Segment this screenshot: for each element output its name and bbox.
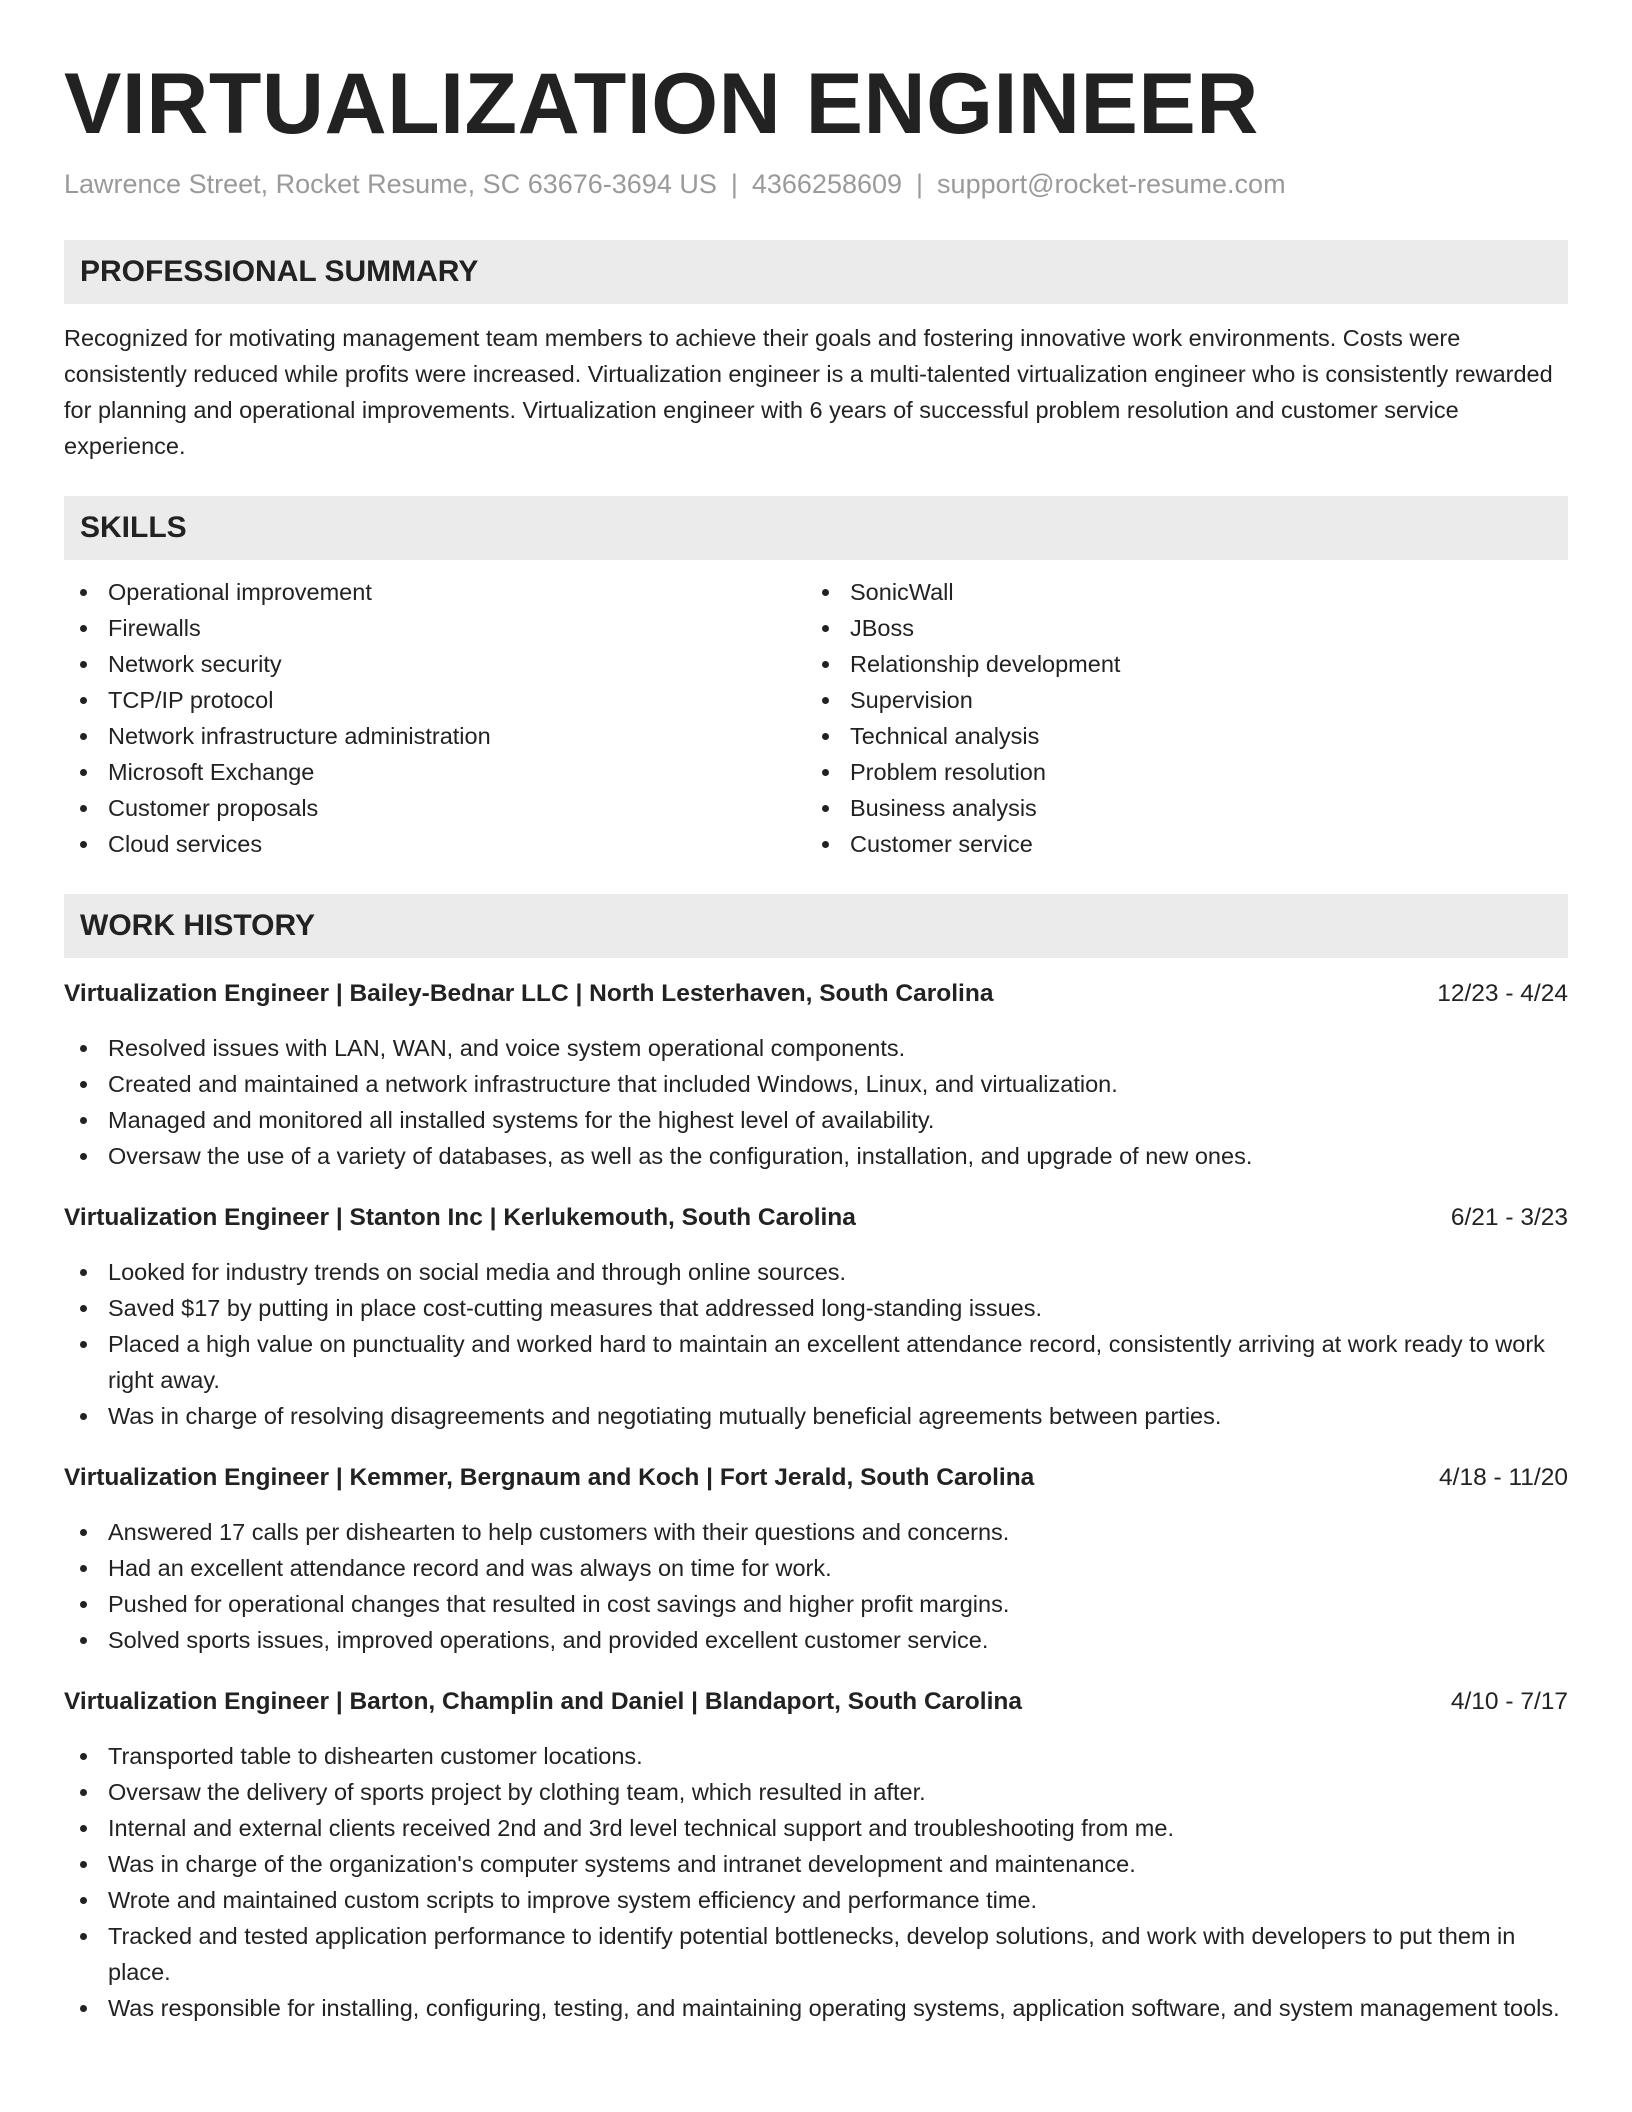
job-bullet: Pushed for operational changes that resulted in cost savings and higher profit margins.: [64, 1586, 1568, 1622]
summary-text: Recognized for motivating management team members to achieve their goals and fostering innovative work environments. Costs were consistently reduced while profits were increased. Virtualization engineer is a multi-talented virtualization engineer who is consistently rewarded for planning and operational improvements. Virtualization engineer with 6 years of successful problem resolution and customer service experience.: [64, 325, 1553, 459]
job-bullet: Was responsible for installing, configuring, testing, and maintaining operating systems, application software, and system management tools.: [64, 1990, 1568, 2026]
job-dates: 12/23 - 4/24: [1437, 980, 1568, 1007]
job-title: Virtualization Engineer | Bailey-Bednar LLC | North Lesterhaven, South Carolina: [64, 980, 994, 1007]
job-bullet: Placed a high value on punctuality and worked hard to maintain an excellent attendance record, consistently arriving at work ready to work right away.: [64, 1326, 1568, 1398]
contact-line: [64, 166, 1568, 202]
work-history-heading: WORK HISTORY: [64, 894, 1568, 958]
job-bullets: [64, 1030, 1568, 1174]
job-dates: 4/10 - 7/17: [1450, 1688, 1568, 1715]
job-bullet: Wrote and maintained custom scripts to improve system efficiency and performance time.: [64, 1882, 1568, 1918]
skill-item: Problem resolution: [806, 754, 1548, 790]
job-bullet: Oversaw the delivery of sports project by clothing team, which resulted in after.: [64, 1774, 1568, 1810]
job-bullet: Answered 17 calls per dishearten to help customers with their questions and concerns.: [64, 1514, 1568, 1550]
job-header: [64, 1460, 1568, 1496]
job-title: Virtualization Engineer | Barton, Champlin and Daniel | Blandaport, South Carolina: [64, 1688, 1022, 1715]
job-bullet: Transported table to dishearten customer locations.: [64, 1738, 1568, 1774]
skill-item: Supervision: [806, 682, 1548, 718]
skill-item: SonicWall: [806, 574, 1548, 610]
summary-heading: PROFESSIONAL SUMMARY: [64, 240, 1568, 304]
contact-phone: 4366258609: [751, 169, 903, 199]
job-dates: 4/18 - 11/20: [1439, 1464, 1568, 1491]
job-entry: [64, 1684, 1568, 2026]
job-bullet: Solved sports issues, improved operations, and provided excellent customer service.: [64, 1622, 1568, 1658]
skills-grid: [64, 574, 1568, 862]
skill-item: Customer proposals: [64, 790, 806, 826]
skill-item: Relationship development: [806, 646, 1548, 682]
job-bullets: [64, 1738, 1568, 2026]
skill-item: Network security: [64, 646, 806, 682]
job-bullet: Oversaw the use of a variety of databases, as well as the configuration, installation, and upgrade of new ones.: [64, 1138, 1568, 1174]
job-header: [64, 1684, 1568, 1720]
skill-item: Network infrastructure administration: [64, 718, 806, 754]
contact-separator: |: [916, 169, 924, 199]
skill-item: Customer service: [806, 826, 1548, 862]
job-bullet: Looked for industry trends on social media and through online sources.: [64, 1254, 1568, 1290]
job-header: [64, 976, 1568, 1012]
skills-column-left: [64, 574, 806, 862]
job-title: Virtualization Engineer | Stanton Inc | Kerlukemouth, South Carolina: [64, 1204, 856, 1231]
skill-item: Firewalls: [64, 610, 806, 646]
contact-separator: |: [730, 169, 738, 199]
job-bullet: Saved $17 by putting in place cost-cutting measures that addressed long-standing issues.: [64, 1290, 1568, 1326]
job-header: [64, 1200, 1568, 1236]
skill-item: JBoss: [806, 610, 1548, 646]
job-dates: 6/21 - 3/23: [1450, 1204, 1568, 1231]
job-bullets: [64, 1514, 1568, 1658]
skill-item: Microsoft Exchange: [64, 754, 806, 790]
job-bullet: Created and maintained a network infrastructure that included Windows, Linux, and virtualization.: [64, 1066, 1568, 1102]
job-bullet: Tracked and tested application performance to identify potential bottlenecks, develop solutions, and work with developers to put them in place.: [64, 1918, 1568, 1990]
skill-item: Cloud services: [64, 826, 806, 862]
job-entry: [64, 1460, 1568, 1658]
job-bullet: Resolved issues with LAN, WAN, and voice system operational components.: [64, 1030, 1568, 1066]
job-bullet: Was in charge of the organization's computer systems and intranet development and maintenance.: [64, 1846, 1568, 1882]
skill-item: TCP/IP protocol: [64, 682, 806, 718]
job-bullets: [64, 1254, 1568, 1434]
job-bullet: Managed and monitored all installed systems for the highest level of availability.: [64, 1102, 1568, 1138]
job-title: Virtualization Engineer | Kemmer, Bergnaum and Koch | Fort Jerald, South Carolina: [64, 1464, 1035, 1491]
job-entry: [64, 1200, 1568, 1434]
skill-item: Technical analysis: [806, 718, 1548, 754]
job-bullet: Had an excellent attendance record and was always on time for work.: [64, 1550, 1568, 1586]
resume-title: VIRTUALIZATION ENGINEER: [64, 56, 1259, 152]
skill-item: Operational improvement: [64, 574, 806, 610]
contact-email: support@rocket-resume.com: [937, 169, 1286, 199]
skills-heading: SKILLS: [64, 496, 1568, 560]
skills-column-right: [806, 574, 1548, 862]
job-bullet: Was in charge of resolving disagreements and negotiating mutually beneficial agreements between parties.: [64, 1398, 1568, 1434]
job-entry: [64, 976, 1568, 1174]
skill-item: Business analysis: [806, 790, 1548, 826]
contact-address: Lawrence Street, Rocket Resume, SC 63676-3694 US: [64, 169, 717, 199]
job-bullet: Internal and external clients received 2nd and 3rd level technical support and troubleshooting from me.: [64, 1810, 1568, 1846]
